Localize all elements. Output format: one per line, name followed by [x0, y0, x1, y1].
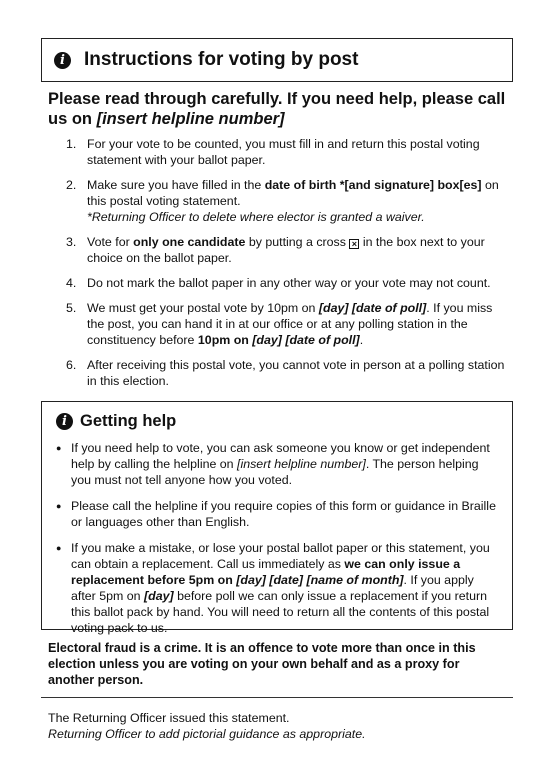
- step-text: Make sure you have filled in the: [87, 178, 265, 192]
- lead-instruction: [48, 89, 508, 129]
- step-number: 2.: [66, 178, 77, 192]
- list-item: [56, 498, 500, 530]
- help-text: If you make a mistake, or lose your postal ballot paper or this statement, you can obtain a replacement. Call us immediately as: [71, 541, 490, 571]
- step-number: 1.: [66, 137, 77, 151]
- list-item: [66, 300, 506, 348]
- title-box: [41, 38, 513, 82]
- step-text-bold-italic: [day] [date of poll]: [252, 333, 360, 347]
- step-text-bold: 10pm on: [197, 333, 253, 347]
- cross-box-icon: ×: [349, 239, 359, 249]
- list-item: [66, 234, 506, 266]
- instruction-list: [66, 136, 506, 398]
- fraud-warning: Electoral fraud is a crime. It is an offence to vote more than once in this election unless you are voting on your own behalf and as a proxy for another person.: [48, 641, 476, 687]
- list-item: [66, 136, 506, 168]
- help-text: before poll we can only issue a replacement if you return this ballot pack by hand. You will need to return all the contents of this postal voting pack to us.: [71, 589, 490, 635]
- list-item: [66, 177, 506, 225]
- step-text-bold: only one candidate: [133, 235, 246, 249]
- step-text: on this postal voting statement.: [87, 178, 499, 208]
- help-text-bold-italic: [day] [date] [name of month]: [236, 573, 404, 587]
- step-text: Do not mark the ballot paper in any other way or your vote may not count.: [87, 276, 491, 290]
- footer-statement: The Returning Officer issued this statement.: [48, 711, 290, 725]
- footer-note: Returning Officer to add pictorial guidance as appropriate.: [48, 727, 366, 741]
- help-title: Getting help: [80, 412, 177, 430]
- step-number: 5.: [66, 301, 77, 315]
- info-icon: i: [56, 413, 73, 430]
- step-text: by putting a cross: [245, 235, 350, 249]
- help-text-bold: we can only issue a replacement before 5pm on: [71, 557, 461, 587]
- list-item: [66, 357, 506, 389]
- help-text: If you need help to vote, you can ask someone you know or get independent help by calling the helpline on: [71, 441, 490, 471]
- help-text-bold-italic: [day]: [144, 589, 174, 603]
- getting-help-box: [41, 401, 513, 635]
- step-text: After receiving this postal vote, you cannot vote in person at a polling station in this election.: [87, 358, 505, 388]
- help-text: . The person helping you must not tell anyone how you voted.: [71, 457, 479, 487]
- footer: [48, 710, 508, 742]
- step-note: *Returning Officer to delete where elector is granted a waiver.: [87, 210, 425, 224]
- help-header: [56, 412, 500, 431]
- step-text: We must get your postal vote by 10pm on: [87, 301, 319, 315]
- info-icon: i: [54, 52, 71, 69]
- step-number: 3.: [66, 235, 77, 249]
- lead-text: Please read through carefully. If you need help, please call us on: [48, 90, 506, 128]
- lead-helpline: [insert helpline number]: [96, 110, 285, 128]
- divider: [41, 697, 513, 698]
- step-text-bold: date of birth *[and signature] box[es]: [264, 178, 482, 192]
- step-text: in the box next to your choice on the ballot paper.: [87, 235, 485, 265]
- help-text-italic: [insert helpline number]: [237, 457, 366, 471]
- step-text: . If you miss the post, you can hand it in at our office or at any polling station in the constituency before: [87, 301, 493, 347]
- step-text-bold-italic: [day] [date of poll]: [318, 301, 427, 315]
- help-list: [56, 440, 500, 636]
- step-text: .: [359, 333, 364, 347]
- step-number: 4.: [66, 276, 77, 290]
- step-number: 6.: [66, 358, 77, 372]
- step-text: Vote for: [87, 235, 134, 249]
- page-title: Instructions for voting by post: [84, 49, 359, 70]
- help-text: . If you apply after 5pm on: [71, 573, 474, 603]
- help-text: Please call the helpline if you require copies of this form or guidance in Braille or languages other than English.: [71, 499, 496, 529]
- step-text: For your vote to be counted, you must fill in and return this postal voting statement with your ballot paper.: [87, 137, 480, 167]
- list-item: [56, 440, 500, 488]
- list-item: [66, 275, 506, 291]
- list-item: [56, 540, 500, 636]
